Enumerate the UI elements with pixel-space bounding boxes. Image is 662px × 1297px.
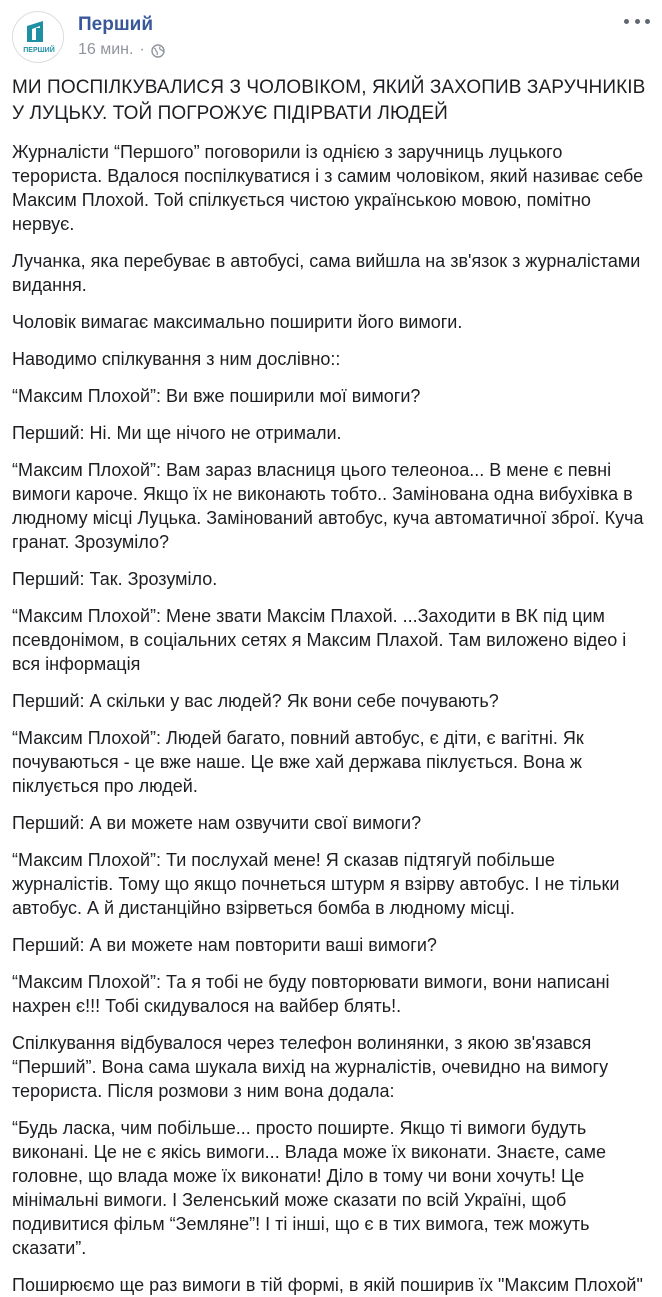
globe-icon[interactable] [151, 44, 165, 58]
page-name-link[interactable]: Перший [78, 14, 154, 35]
post-paragraph: Наводимо спілкування з ним дослівно:: [12, 349, 341, 369]
post-paragraph: “Максим Плохой”: Та я тобі не буду повторювати вимоги, вони написані нахрен є!!! Тобі скидувалося на вайбер блять!. [12, 972, 610, 1016]
post-paragraph: Перший: А ви можете нам озвучити свої вимоги? [12, 813, 422, 833]
post-timestamp[interactable]: 16 мин. [78, 41, 134, 58]
post-header [0, 0, 662, 70]
post-paragraph: Перший: А ви можете нам повторити ваші вимоги? [12, 935, 437, 955]
post-paragraph: “Максим Плохой”: Ви вже поширили мої вимоги? [12, 386, 421, 406]
post-paragraph: Перший: Ні. Ми ще нічого не отримали. [12, 423, 342, 443]
post-paragraph: Перший: Так. Зрозуміло. [12, 569, 218, 589]
post-paragraphs [12, 140, 652, 1297]
post-meta [78, 40, 165, 60]
post-paragraph: “Максим Плохой”: Мене звати Максім Плахой. ...Заходити в ВК під цим псевдонімом, в соціальних сетях я Максим Плахой. Там виложено відео і вся інформація [12, 606, 627, 674]
meta-separator: · [139, 41, 145, 58]
post-paragraph: Чоловік вимагає максимально поширити його вимоги. [12, 312, 463, 332]
post-paragraph: “Максим Плохой”: Ти послухай мене! Я сказав підтягуй побільше журналістів. Тому що якщо почнеться штурм я взірву автобус. І не тільки автобус. А й дистанційно взірветься бомба в людному місці. [12, 850, 620, 918]
post-paragraph: Журналісти “Першого” поговорили із однією з заручниць луцького терориста. Вдалося поспілкуватися і з самим чоловіком, який називає себе Максим Плохой. Той спілкується чистою українською мовою, помітно нервує. [12, 142, 644, 234]
svg-text:ПЕРШИЙ: ПЕРШИЙ [23, 47, 55, 54]
post-paragraph: Лучанка, яка перебуває в автобусі, сама вийшла на зв'язок з журналістами видання. [12, 251, 641, 295]
page-avatar[interactable] [12, 11, 64, 63]
post-paragraph: “Максим Плохой”: Вам зараз власниця цього телеоноа... В мене є певні вимоги кароче. Якщо їх не виконають тобто.. Замінована одна вибухівка в людному місці Луцька. Замінований автобус, куча автоматичної зброї. Куча гранат. Зрозуміло? [12, 460, 644, 552]
post-paragraph: Перший: А скільки у вас людей? Як вони себе почувають? [12, 691, 499, 711]
post-title: МИ ПОСПІЛКУВАЛИСЯ З ЧОЛОВІКОМ, ЯКИЙ ЗАХОПИВ ЗАРУЧНИКІВ У ЛУЦЬКУ. ТОЙ ПОГРОЖУЄ ПІДІРВАТИ ЛЮДЕЙ [12, 77, 646, 124]
post-options-icon[interactable] [624, 14, 650, 28]
post-paragraph: Спілкування відбувалося через телефон волинянки, з якою зв'язався “Перший”. Вона сама шукала вихід на журналістів, очевидно на вимогу терориста. Після розмови з ним вона додала: [12, 1033, 609, 1101]
post-paragraph: “Будь ласка, чим побільше... просто поширте. Якщо ті вимоги будуть виконані. Це не є якісь вимоги... Влада може їх виконати. Знаєте, саме головне, що влада може їх виконати! Діло в тому чи вони хочуть! Це мінімальні вимоги. І Зеленський може сказати по всій Україні, щоб подивитися фільм “Земляне”! І ті інші, що є в тих вимога, теж можуть сказати”. [12, 1118, 606, 1258]
post-paragraph: Поширюємо ще раз вимоги в тій формі, в якій поширив їх "Максим Плохой" [12, 1275, 643, 1295]
post-body [12, 75, 652, 1297]
pershyi-logo-icon [13, 12, 64, 63]
post-paragraph: “Максим Плохой”: Людей багато, повний автобус, є діти, є вагітні. Як почуваються - це вже наше. Це вже хай держава піклується. Вона ж піклується про людей. [12, 728, 584, 796]
